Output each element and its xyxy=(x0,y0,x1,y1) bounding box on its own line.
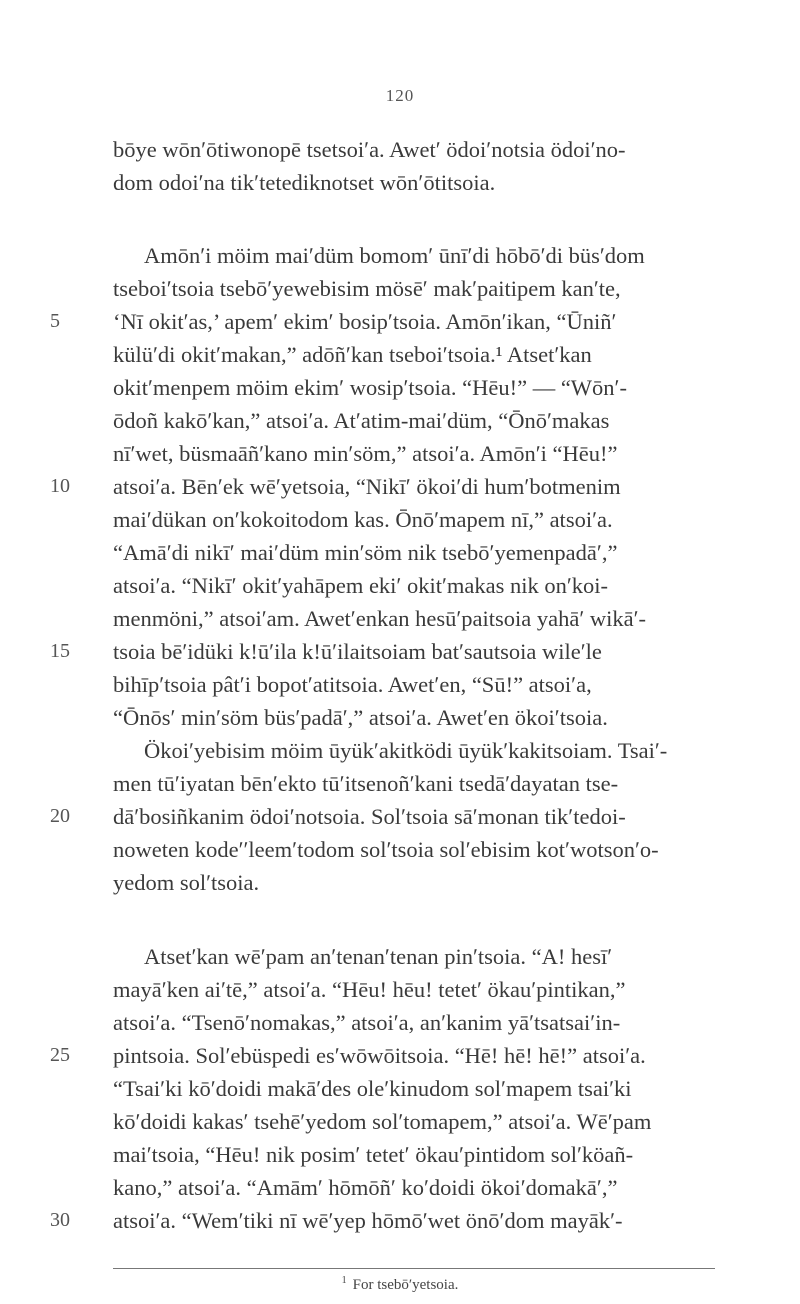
text-line: atsoiʹa. “Tsenōʹnomakas,” atsoiʹa, anʹkanim yāʹtsatsaiʹin- xyxy=(113,1010,621,1035)
text-line: ōdoñ kakōʹkan,” atsoiʹa. Atʹatim-maiʹdüm, “Ōnōʹmakas xyxy=(113,408,610,433)
text-line: mayāʹken aiʹtē,” atsoiʹa. “Hēu! hēu! tetetʹ ökauʹpintikan,” xyxy=(113,977,626,1002)
text-line: tsoia bēʹidüki k!ūʹila k!ūʹilaitsoiam batʹsautsoia wileʹle xyxy=(113,639,602,664)
line-number: 20 xyxy=(50,805,70,827)
text-line: bōye wōnʹōtiwonopē tsetsoiʹa. Awetʹ ödoiʹnotsia ödoiʹno- xyxy=(113,137,626,162)
text-line: külüʹdi okitʹmakan,” adōñʹkan tseboiʹtsoia.¹ Atsetʹkan xyxy=(113,342,592,367)
text-line: Atsetʹkan wēʹpam anʹtenanʹtenan pinʹtsoia. “A! hesīʹ xyxy=(144,944,613,969)
text-line: “Ōnōsʹ minʹsöm büsʹpadāʹ,” atsoiʹa. Awetʹen ökoiʹtsoia. xyxy=(113,705,608,730)
line-number: 10 xyxy=(50,475,70,497)
text-line: ‘Nī okitʹas,’ apemʹ ekimʹ bosipʹtsoia. Amōnʹikan, “Ūniñʹ xyxy=(113,309,617,334)
text-line: atsoiʹa. “Wemʹtiki nī wēʹyep hōmōʹwet önōʹdom mayākʹ- xyxy=(113,1208,623,1233)
text-line: atsoiʹa. “Nikīʹ okitʹyahāpem ekiʹ okitʹmakas nik onʹkoi- xyxy=(113,573,609,598)
footnote-divider xyxy=(113,1268,715,1269)
text-line: dāʹbosiñkanim ödoiʹnotsoia. Solʹtsoia sāʹmonan tikʹtedoi- xyxy=(113,804,626,829)
text-line: pintsoia. Solʹebüspedi esʹwōwōitsoia. “Hē! hē! hē!” atsoiʹa. xyxy=(113,1043,646,1068)
text-line: kōʹdoidi kakasʹ tsehēʹyedom solʹtomapem,” atsoiʹa. Wēʹpam xyxy=(113,1109,652,1134)
footnote-text: For tsebōʹyetsoia. xyxy=(352,1277,459,1293)
line-number: 30 xyxy=(50,1209,70,1231)
line-number: 15 xyxy=(50,640,70,662)
text-line: yedom solʹtsoia. xyxy=(113,870,260,895)
page-number: 120 xyxy=(385,86,415,105)
text-line: atsoiʹa. Bēnʹek wēʹyetsoia, “Nikīʹ ökoiʹdi humʹbotmenim xyxy=(113,474,621,499)
text-line: tseboiʹtsoia tsebōʹyewebisim mösēʹ makʹpaitipem kanʹte, xyxy=(113,276,621,301)
text-line: maiʹdükan onʹkokoitodom kas. Ōnōʹmapem nī,” atsoiʹa. xyxy=(113,507,613,532)
text-line: “Amāʹdi nikīʹ maiʹdüm minʹsöm nik tsebōʹyemenpadāʹ,” xyxy=(113,540,618,565)
text-line: Ökoiʹyebisim möim ūyükʹakitködi ūyükʹkakitsoiam. Tsaiʹ- xyxy=(144,738,668,763)
text-line: kano,” atsoiʹa. “Amāmʹ hōmōñʹ koʹdoidi ökoiʹdomakāʹ,” xyxy=(113,1175,618,1200)
text-line: bihīpʹtsoia pâtʹi bopotʹatitsoia. Awetʹen, “Sū!” atsoiʹa, xyxy=(113,672,592,697)
text-line: noweten kodeʹʹleemʹtodom solʹtsoia solʹebisim kotʹwotsonʹo- xyxy=(113,837,659,862)
text-line: “Tsaiʹki kōʹdoidi makāʹdes oleʹkinudom solʹmapem tsaiʹki xyxy=(113,1076,632,1101)
line-number: 5 xyxy=(50,310,60,332)
text-line: dom odoiʹna tikʹtetediknotset wōnʹōtitsoia. xyxy=(113,170,496,195)
text-line: men tūʹiyatan bēnʹekto tūʹitsenoñʹkani tsedāʹdayatan tse- xyxy=(113,771,619,796)
footnote xyxy=(0,1275,800,1295)
text-line: Amōnʹi möim maiʹdüm bomomʹ ūnīʹdi hōbōʹdi büsʹdom xyxy=(144,243,645,268)
footnote-marker: 1 xyxy=(341,1275,347,1286)
text-line: maiʹtsoia, “Hēu! nik posimʹ tetetʹ ökauʹpintidom solʹköañ- xyxy=(113,1142,634,1167)
line-number: 25 xyxy=(50,1044,70,1066)
text-line: nīʹwet, büsmaāñʹkano minʹsöm,” atsoiʹa. Amōnʹi “Hēu!” xyxy=(113,441,618,466)
text-line: menmöni,” atsoiʹam. Awetʹenkan hesūʹpaitsoia yahāʹ wikāʹ- xyxy=(113,606,647,631)
text-line: okitʹmenpem möim ekimʹ wosipʹtsoia. “Hēu!” — “Wōnʹ- xyxy=(113,375,627,400)
